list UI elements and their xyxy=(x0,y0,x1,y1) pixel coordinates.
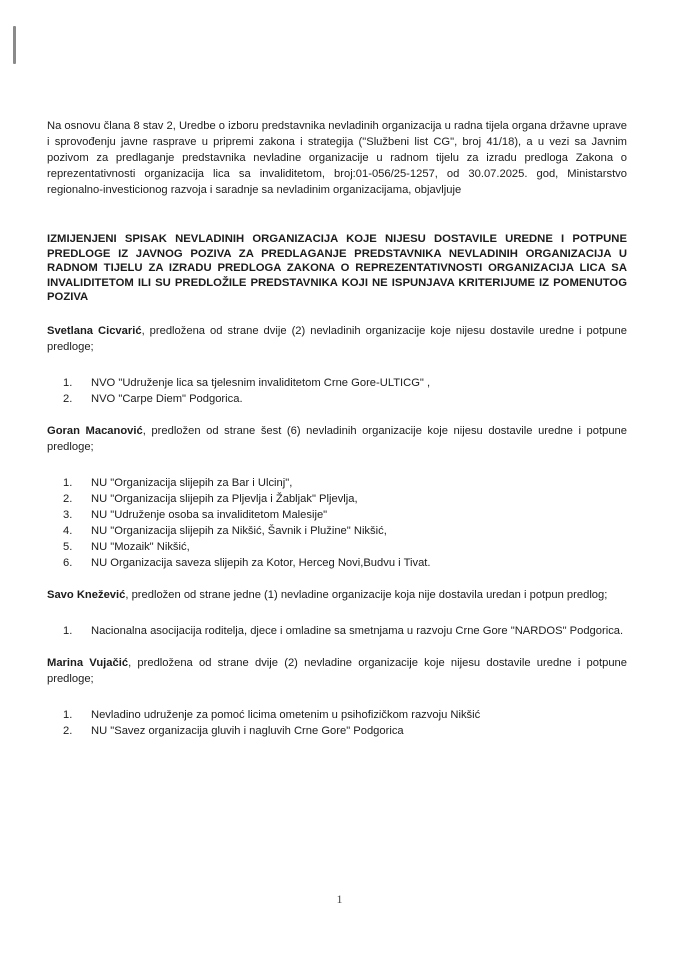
organization-name: Nacionalna asocijacija roditelja, djece i omladine sa smetnjama u razvoju Crne Gore "NARDOS" Podgorica. xyxy=(91,624,624,637)
organization-name: NU "Organizacija slijepih za Nikšić, Šavnik i Plužine" Nikšić, xyxy=(91,524,387,537)
organization-name: NVO "Carpe Diem" Podgorica. xyxy=(91,392,243,405)
candidate-name: Svetlana Cicvarić xyxy=(47,324,142,337)
list-item xyxy=(63,475,627,491)
document-page xyxy=(47,118,627,739)
candidate-paragraph xyxy=(47,587,627,603)
list-item xyxy=(63,391,627,407)
organization-name: Nevladino udruženje za pomoć licima ometenim u psihofizičkom razvoju Nikšić xyxy=(91,708,481,721)
list-number: 1. xyxy=(63,476,73,489)
list-item xyxy=(63,723,627,739)
list-number: 2. xyxy=(63,724,73,737)
list-number: 2. xyxy=(63,392,73,405)
list-number: 3. xyxy=(63,508,73,521)
page-number: 1 xyxy=(336,892,343,906)
candidate-name: Savo Knežević xyxy=(47,588,126,601)
list-number: 1. xyxy=(63,708,73,721)
organization-name: NU "Organizacija slijepih za Pljevlja i Žabljak" Pljevlja, xyxy=(91,492,358,505)
organization-name: NU "Savez organizacija gluvih i nagluvih Crne Gore" Podgorica xyxy=(91,724,404,737)
organization-list xyxy=(47,475,627,571)
organization-list xyxy=(47,707,627,739)
candidate-name: Marina Vujačić xyxy=(47,656,129,669)
list-number: 2. xyxy=(63,492,73,505)
organization-list xyxy=(47,623,627,639)
list-number: 5. xyxy=(63,540,73,553)
list-item xyxy=(63,523,627,539)
organization-list xyxy=(47,375,627,407)
candidate-paragraph xyxy=(47,655,627,687)
list-item xyxy=(63,539,627,555)
organization-name: NU Organizacija saveza slijepih za Kotor, Herceg Novi,Budvu i Tivat. xyxy=(91,556,431,569)
document-heading: IZMIJENJENI SPISAK NEVLADINIH ORGANIZACIJA KOJE NIJESU DOSTAVILE UREDNE I POTPUNE PREDLOGE IZ JAVNOG POZIVA ZA PREDLAGANJE PREDSTAVNIKA NEVLADINIH ORGANIZACIJA U RADNOM TIJELU ZA IZRADU PREDLOGA ZAKONA O REPREZENTATIVNOSTI ORGANIZACIJA LICA SA INVALIDITETOM ILI SU PREDLOŽILE PREDSTAVNIKA KOJI NE ISPUNJAVA KRITERIJUME IZ POMENUTOG POZIVA xyxy=(47,233,627,303)
organization-name: NU "Mozaik" Nikšić, xyxy=(91,540,190,553)
candidate-description: , predložena od strane dvije (2) nevladinih organizacije koje nijesu dostavile uredne i potpune predloge; xyxy=(47,324,627,353)
candidate-description: , predložen od strane šest (6) nevladinih organizacije koje nijesu dostavile uredne i potpune predloge; xyxy=(47,424,627,453)
list-number: 6. xyxy=(63,556,73,569)
list-item xyxy=(63,623,627,639)
scan-mark xyxy=(13,26,16,64)
candidate-paragraph xyxy=(47,423,627,455)
organization-name: NU "Udruženje osoba sa invaliditetom Malesije" xyxy=(91,508,328,521)
organization-name: NVO "Udruženje lica sa tjelesnim invaliditetom Crne Gore-ULTICG" , xyxy=(91,376,431,389)
list-number: 1. xyxy=(63,376,73,389)
candidate-description: , predložena od strane dvije (2) nevladine organizacije koje nijesu dostavile uredne i potpune predloge; xyxy=(47,656,627,685)
candidate-paragraph xyxy=(47,323,627,355)
list-item xyxy=(63,707,627,723)
list-item xyxy=(63,375,627,391)
list-item xyxy=(63,555,627,571)
list-item xyxy=(63,507,627,523)
candidate-description: , predložen od strane jedne (1) nevladine organizacije koja nije dostavila uredan i potpun predlog; xyxy=(125,588,608,601)
intro-paragraph: Na osnovu člana 8 stav 2, Uredbe o izboru predstavnika nevladinih organizacija u radna tijela organa državne uprave i sprovođenju javne rasprave u pripremi zakona i strategija ("Službeni list CG", broj 41/18), a u vezi sa Javnim pozivom za predlaganje predstavnika nevladine organizacije u radnom tijelu za izradu predloga Zakona o reprezentativnosti organizacija lica sa invaliditetom, broj:01-056/25-1257, od 30.07.2025. god, Ministarstvo regionalno-investicionog razvoja i saradnje sa nevladinim organizacijama, objavljuje xyxy=(47,120,627,196)
list-number: 4. xyxy=(63,524,73,537)
candidate-name: Goran Macanović xyxy=(47,424,143,437)
list-item xyxy=(63,491,627,507)
list-number: 1. xyxy=(63,624,73,637)
organization-name: NU "Organizacija slijepih za Bar i Ulcinj", xyxy=(91,476,293,489)
